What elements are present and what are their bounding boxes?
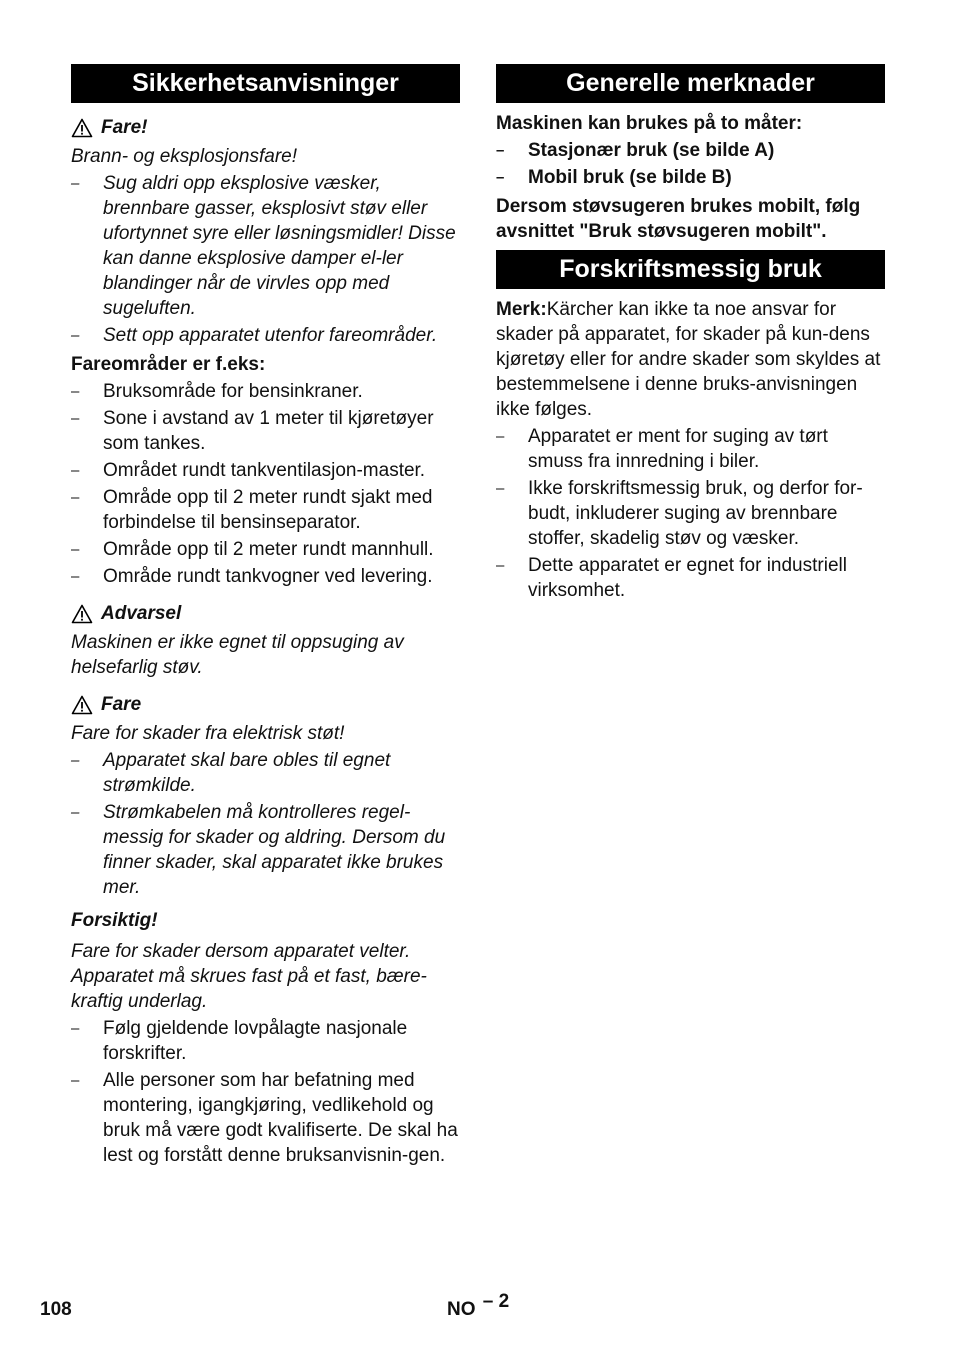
list-item: – Sone i avstand av 1 meter til kjøretøyer som tankes.	[71, 406, 460, 456]
list-item: – Dette apparatet er egnet for industriell virksomhet.	[496, 553, 885, 603]
list-item: – Sett opp apparatet utenfor fareområder.	[71, 323, 460, 348]
warning-label: Advarsel	[101, 603, 182, 624]
warning-triangle-icon	[71, 118, 93, 138]
warning-triangle-icon	[71, 695, 93, 715]
list-item: – Sug aldri opp eksplosive væsker, brennbare gasser, eksplosivt støv eller ufortynnet syre eller løsningsmidler! Disse kan danne eksplosive damper el-ler blandinger når de virvles opp med sugeluften.	[71, 171, 460, 321]
warning-text: Fare for skader fra elektrisk støt!	[71, 723, 345, 744]
intended-use-heading: Forskriftsmessig bruk	[496, 250, 885, 289]
usage-intro: Maskinen kan brukes på to måter:	[496, 113, 803, 134]
intended-use-list	[496, 424, 885, 603]
note-text: Kärcher kan ikke ta noe ansvar for skader på apparatet, for skader på kun-dens kjøretøy eller for andre skader som skyldes at bestemmelsene i denne bruks-anvisningen ikke følges.	[496, 299, 881, 420]
right-column	[496, 64, 885, 603]
mobile-note: Dersom støvsugeren brukes mobilt, følg avsnittet "Bruk støvsugeren mobilt".	[496, 196, 861, 242]
warning-label: Fare	[101, 694, 142, 715]
list-item: – Apparatet er ment for suging av tørt smuss fra innredning i biler.	[496, 424, 885, 474]
list-item: – Bruksområde for bensinkraner.	[71, 379, 460, 404]
list-item: – Strømkabelen må kontrolleres regel-messig for skader og aldring. Dersom du finner skader, skal apparatet ikke brukes mer.	[71, 800, 460, 900]
list-item: – Området rundt tankventilasjon-master.	[71, 458, 460, 483]
list-item: – Mobil bruk (se bilde B)	[496, 165, 885, 190]
electric-list	[71, 748, 460, 900]
caution-list	[71, 1016, 460, 1168]
section-page-marker	[483, 1291, 509, 1312]
zones-list	[71, 379, 460, 589]
section-page-number: 2	[498, 1291, 510, 1312]
zones-heading: Fareområder er f.eks:	[71, 354, 266, 375]
list-item: – Område opp til 2 meter rundt mannhull.	[71, 537, 460, 562]
list-item: – Stasjonær bruk (se bilde A)	[496, 138, 885, 163]
caution-text: Fare for skader dersom apparatet velter. Apparatet må skrues fast på et fast, bære-kraftig underlag.	[71, 941, 427, 1012]
danger-warning	[71, 115, 460, 140]
danger-list	[71, 171, 460, 348]
caution-label: Forsiktig!	[71, 910, 158, 931]
section-page-label	[447, 1291, 510, 1322]
list-item: – Apparatet skal bare obles til egnet strømkilde.	[71, 748, 460, 798]
liability-note	[496, 297, 885, 422]
warning-text: Maskinen er ikke egnet til oppsuging av helsefarlig støv.	[71, 632, 404, 678]
advarsel-warning	[71, 601, 460, 626]
note-label: Merk:	[496, 299, 547, 320]
list-item: – Ikke forskriftsmessig bruk, og derfor for-budt, inkluderer suging av brennbare stoffer, skadelig støv og væsker.	[496, 476, 885, 551]
electric-warning	[71, 692, 460, 717]
list-item: – Område rundt tankvogner ved levering.	[71, 564, 460, 589]
list-item: – Område opp til 2 meter rundt sjakt med forbindelse til bensinseparator.	[71, 485, 460, 535]
warning-label: Fare!	[101, 117, 148, 138]
language-code: NO	[447, 1299, 476, 1320]
warning-text: Brann- og eksplosjonsfare!	[71, 146, 298, 167]
usage-modes-list	[496, 138, 885, 190]
page-number: 108	[40, 1299, 72, 1320]
safety-heading: Sikkerhetsanvisninger	[71, 64, 460, 103]
list-item: – Følg gjeldende lovpålagte nasjonale forskrifter.	[71, 1016, 460, 1066]
list-item: – Alle personer som har befatning med montering, igangkjøring, vedlikehold og bruk må være godt kvalifiserte. De skal ha lest og forstått denne bruksanvisnin-gen.	[71, 1068, 460, 1168]
general-notes-heading: Generelle merknader	[496, 64, 885, 103]
dash: –	[482, 1291, 494, 1312]
warning-triangle-icon	[71, 604, 93, 624]
left-column	[71, 64, 460, 1168]
